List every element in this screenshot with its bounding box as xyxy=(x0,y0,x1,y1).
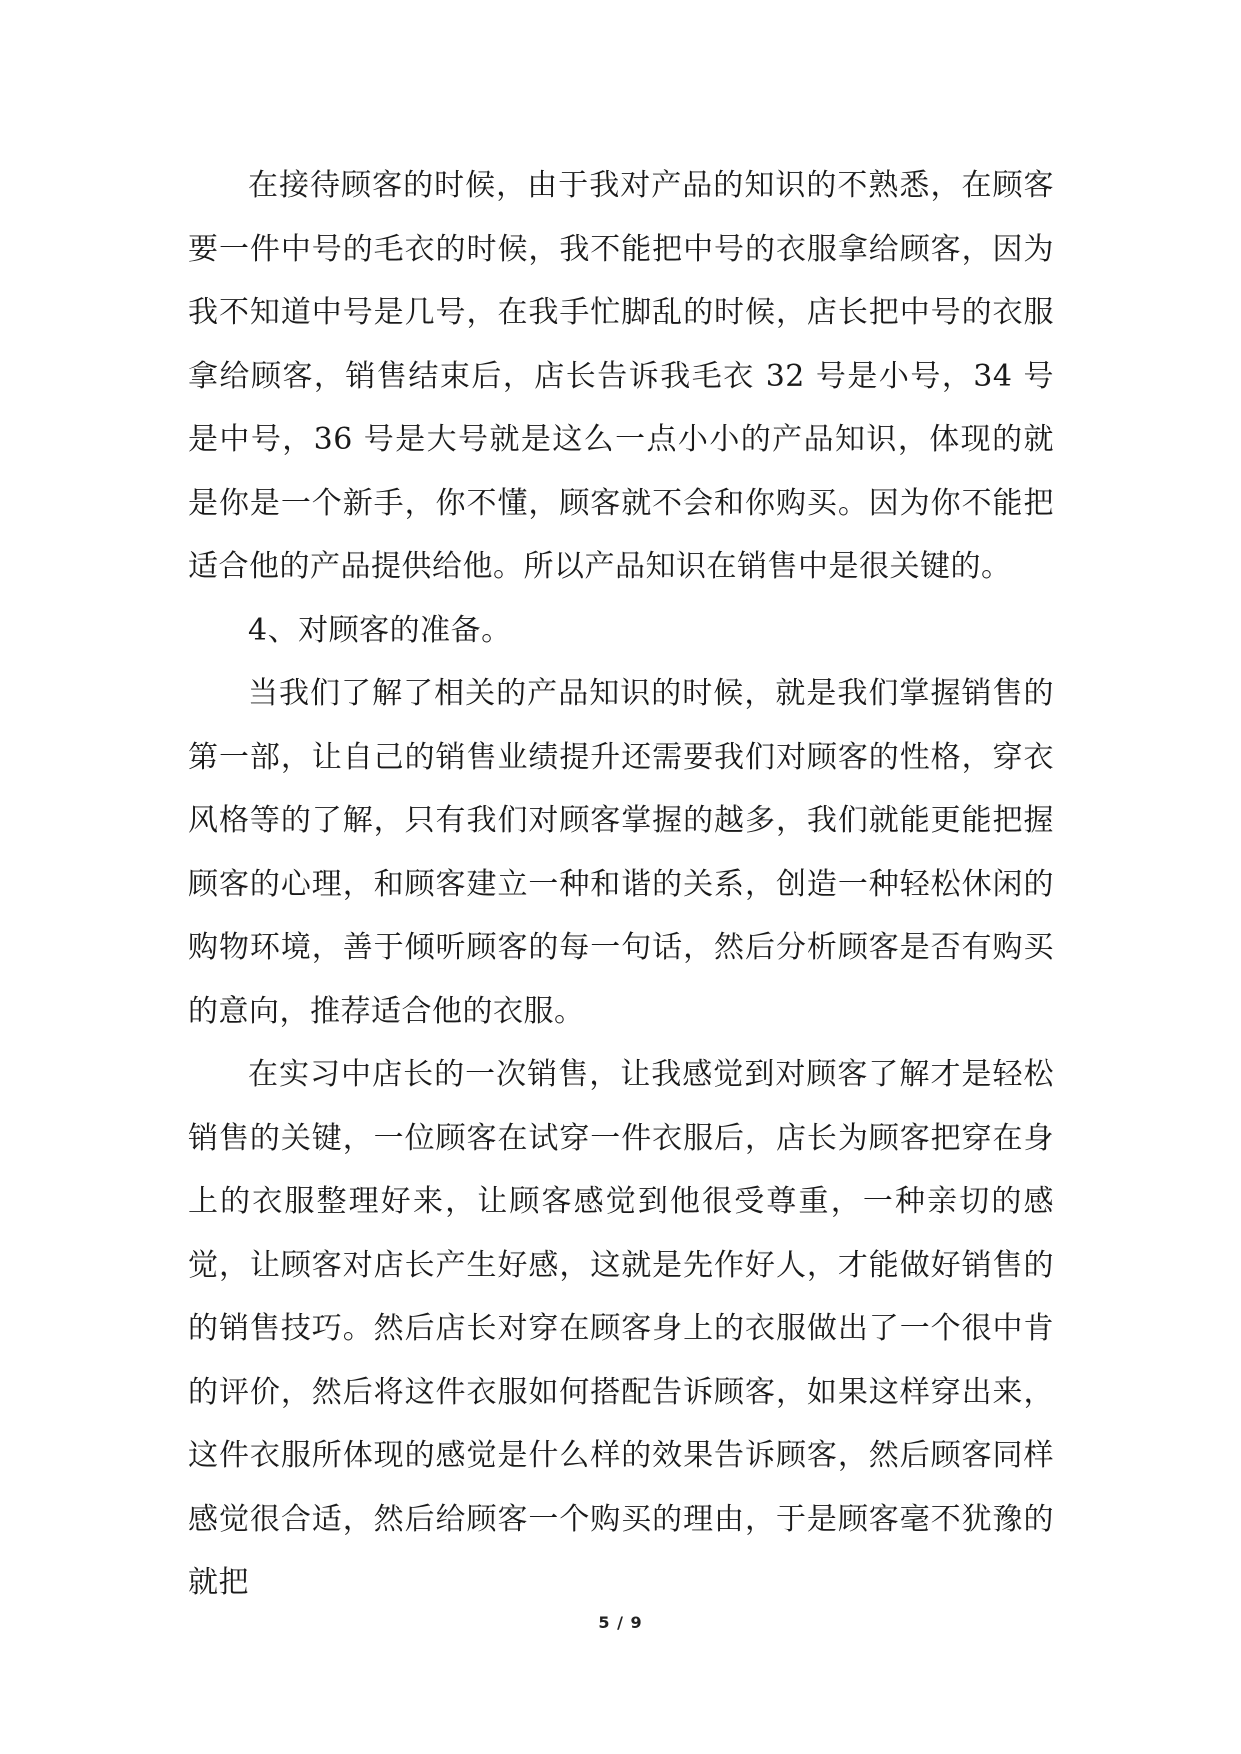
paragraph-product-knowledge: 在接待顾客的时候，由于我对产品的知识的不熟悉，在顾客要一件中号的毛衣的时候，我不能把中号的衣服拿给顾客，因为我不知道中号是几号，在我手忙脚乱的时候，店长把中号的衣服拿给顾客，销售结束后，店长告诉我毛衣 32 号是小号，34 号是中号，36 号是大号就是这么一点小小的产品知识，体现的就是你是一个新手，你不懂，顾客就不会和你购买。因为你不能把适合他的产品提供给他。所以产品知识在销售中是很关键的。 xyxy=(188,168,1054,584)
paragraph-store-manager-example: 在实习中店长的一次销售，让我感觉到对顾客了解才是轻松销售的关键，一位顾客在试穿一件衣服后，店长为顾客把穿在身上的衣服整理好来，让顾客感觉到他很受尊重，一种亲切的感觉，让顾客对店长产生好感，这就是先作好人，才能做好销售的的销售技巧。然后店长对穿在顾客身上的衣服做出了一个很中肯的评价，然后将这件衣服如何搭配告诉顾客，如果这样穿出来，这件衣服所体现的感觉是什么样的效果告诉顾客，然后顾客同样感觉很合适，然后给顾客一个购买的理由，于是顾客毫不犹豫的就把 xyxy=(188,1057,1054,1600)
body-text xyxy=(188,154,1054,1615)
paragraph-customer-understanding: 当我们了解了相关的产品知识的时候，就是我们掌握销售的第一部，让自己的销售业绩提升还需要我们对顾客的性格，穿衣风格等的了解，只有我们对顾客掌握的越多，我们就能更能把握顾客的心理，和顾客建立一种和谐的关系，创造一种轻松休闲的购物环境，善于倾听顾客的每一句话，然后分析顾客是否有购买的意向，推荐适合他的衣服。 xyxy=(188,676,1054,1029)
section-heading-customer-preparation: 4、对顾客的准备。 xyxy=(248,612,512,648)
page-number: 5 / 9 xyxy=(598,1613,643,1632)
